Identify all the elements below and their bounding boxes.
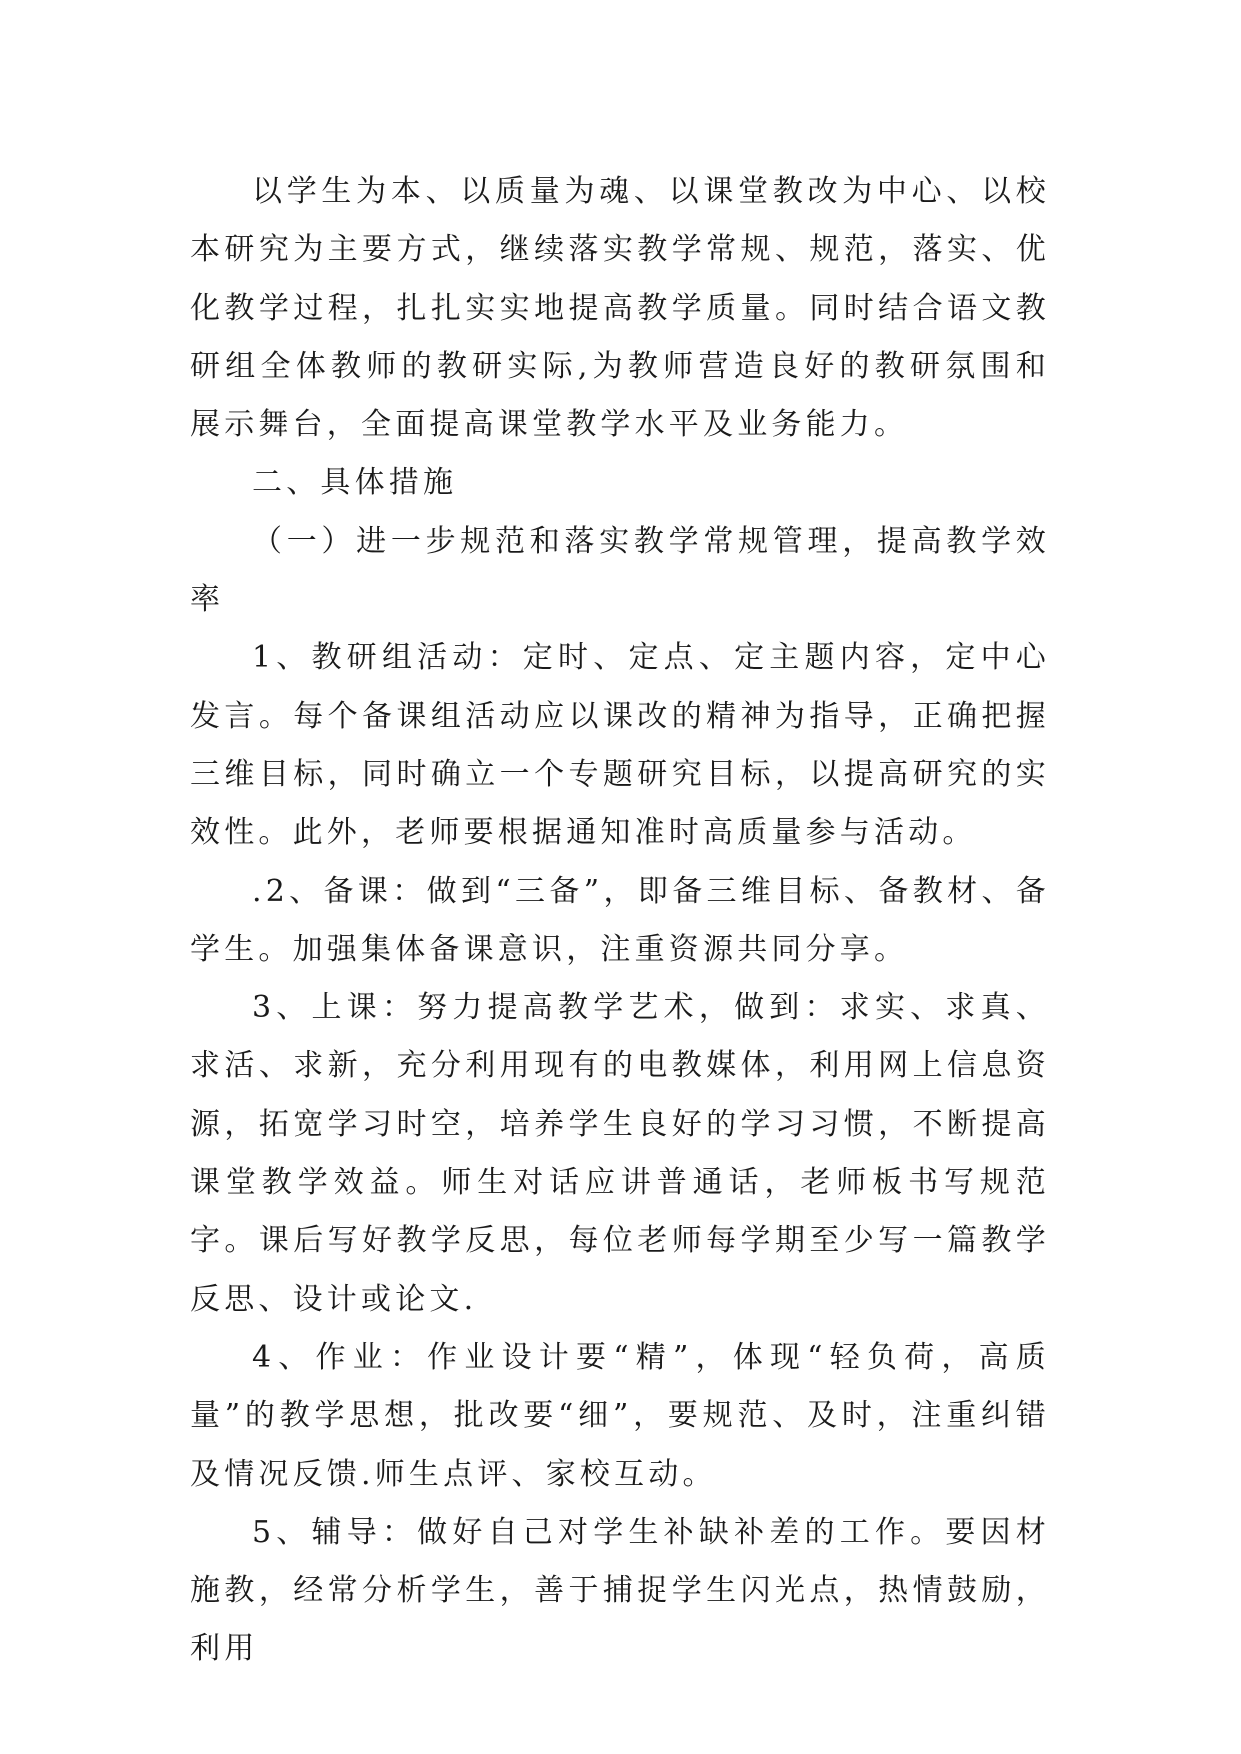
heading-specific-measures: 二、具体措施 (252, 465, 458, 501)
paragraph-tutoring: 5、辅导：做好自己对学生补缺补差的工作。要因材施教，经常分析学生，善于捕捉学生闪光点，热情鼓励，利用 (190, 1514, 1050, 1667)
paragraph-guiding-principle: 以学生为本、以质量为魂、以课堂教改为中心、以校本研究为主要方式，继续落实教学常规、规范，落实、优化教学过程，扎扎实实地提高教学质量。同时结合语文教研组全体教师的教研实际,为教师营造良好的教研氛围和展示舞台，全面提高课堂教学水平及业务能力。 (190, 174, 1050, 443)
paragraph-classroom-teaching: 3、上课：努力提高教学艺术，做到：求实、求真、求活、求新，充分利用现有的电教媒体，利用网上信息资源，拓宽学习时空，培养学生良好的学习习惯，不断提高课堂教学效益。师生对话应讲普通话，老师板书写规范字。课后写好教学反思，每位老师每学期至少写一篇教学反思、设计或论文. (190, 990, 1050, 1317)
paragraph-lesson-preparation: .2、备课：做到“三备”，即备三维目标、备教材、备学生。加强集体备课意识，注重资源共同分享。 (190, 873, 1050, 967)
paragraph-homework: 4、作业：作业设计要“精”，体现“轻负荷，高质量”的教学思想，批改要“细”，要规范、及时，注重纠错及情况反馈.师生点评、家校互动。 (190, 1339, 1050, 1492)
paragraph-research-group-activity: 1、教研组活动：定时、定点、定主题内容，定中心发言。每个备课组活动应以课改的精神为指导，正确把握三维目标，同时确立一个专题研究目标，以提高研究的实效性。此外，老师要根据通知准时高质量参与活动。 (190, 640, 1050, 851)
document-page (190, 163, 1050, 1679)
subheading-teaching-routine: （一）进一步规范和落实教学常规管理，提高教学效率 (190, 523, 1050, 618)
